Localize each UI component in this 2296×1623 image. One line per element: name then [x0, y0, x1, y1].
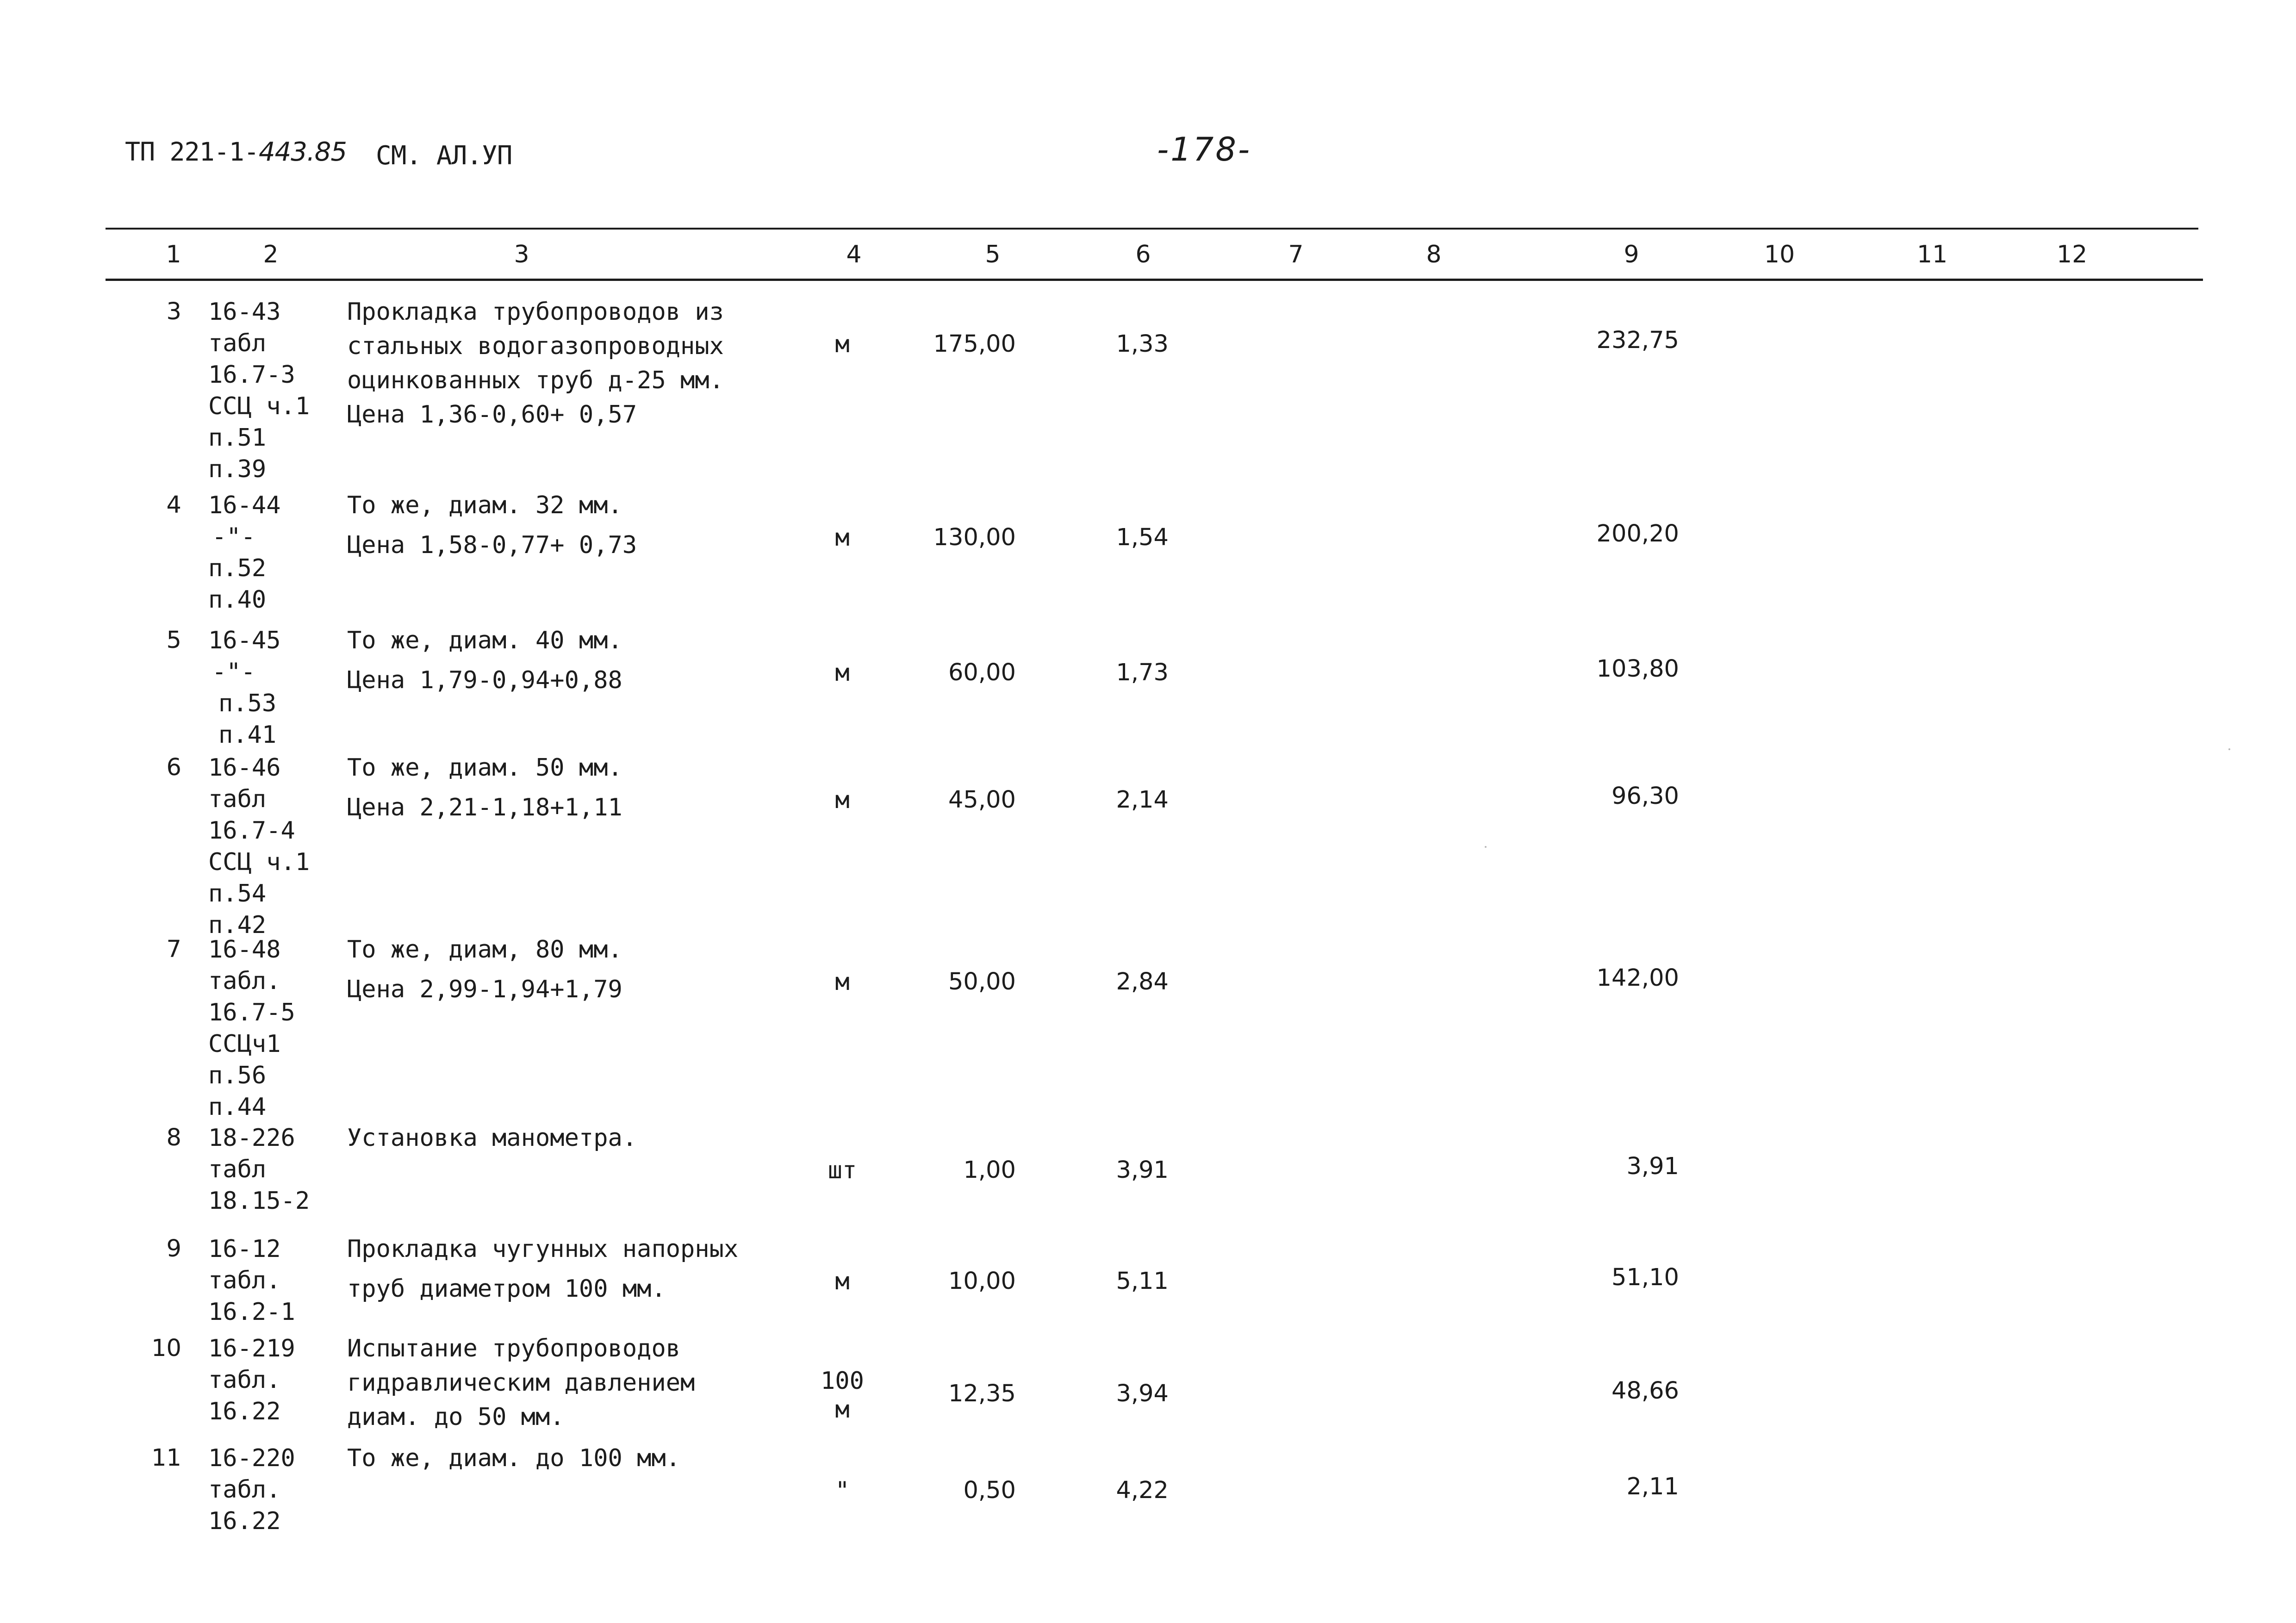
- norm-code-line: табл.: [208, 1476, 281, 1504]
- unit-price: 2,14: [1116, 786, 1169, 814]
- norm-code-line: табл: [208, 330, 267, 357]
- scan-speck: [2228, 748, 2230, 750]
- unit-price: 2,84: [1116, 968, 1169, 995]
- column-header-5: 5: [985, 241, 1001, 268]
- column-header-12: 12: [2056, 241, 2088, 268]
- norm-code-line: 16-45: [208, 627, 281, 654]
- norm-code-line: табл.: [208, 967, 281, 995]
- norm-code-line: п.51: [208, 424, 267, 452]
- norm-code-line: 16-46: [208, 754, 281, 782]
- description-line: То же, диам, 80 мм.: [347, 936, 622, 964]
- norm-code-line: п.56: [208, 1062, 267, 1089]
- description-line: Цена 2,99-1,94+1,79: [347, 976, 622, 1003]
- total-cost: 200,20: [1596, 520, 1679, 547]
- scan-speck: [1485, 846, 1487, 848]
- row-number: 11: [151, 1444, 181, 1472]
- description-line: Цена 1,58-0,77+ 0,73: [347, 531, 637, 559]
- quantity: 10,00: [948, 1268, 1016, 1295]
- norm-code-line: табл.: [208, 1366, 281, 1394]
- unit-of-measure: м: [835, 1396, 850, 1424]
- row-number: 5: [166, 627, 181, 654]
- unit-price: 3,91: [1116, 1157, 1169, 1184]
- norm-code-line: п.39: [208, 455, 267, 483]
- norm-code-line: п.40: [208, 586, 267, 614]
- norm-code-line: п.53: [218, 690, 277, 717]
- column-header-10: 10: [1764, 241, 1795, 268]
- column-header-1: 1: [166, 241, 181, 268]
- norm-code-line: 16.7-3: [208, 361, 295, 389]
- norm-code-line: 16-44: [208, 491, 281, 519]
- norm-code-line: -"-: [212, 658, 255, 686]
- norm-code-line: 18-226: [208, 1124, 295, 1152]
- norm-code-line: табл: [208, 1156, 267, 1183]
- unit-of-measure: шт: [828, 1157, 857, 1184]
- description-line: Прокладка чугунных напорных: [347, 1235, 739, 1263]
- norm-code-line: ССЦ ч.1: [208, 392, 310, 420]
- norm-code-line: 16-219: [208, 1335, 295, 1362]
- quantity: 175,00: [933, 330, 1016, 358]
- description-line: То же, диам. 50 мм.: [347, 754, 622, 782]
- unit-of-measure: м: [835, 659, 850, 687]
- column-header-11: 11: [1916, 241, 1948, 268]
- total-cost: 103,80: [1596, 655, 1679, 683]
- unit-of-measure: м: [835, 786, 850, 814]
- norm-code-line: п.42: [208, 911, 267, 939]
- norm-code-line: ССЦ ч.1: [208, 848, 310, 876]
- norm-code-line: 16.2-1: [208, 1298, 295, 1326]
- quantity: 45,00: [948, 786, 1016, 814]
- row-number: 7: [166, 936, 181, 963]
- norm-code-line: 16-220: [208, 1444, 295, 1472]
- description-line: Установка манометра.: [347, 1124, 637, 1152]
- unit-price: 4,22: [1116, 1477, 1169, 1504]
- unit-of-measure: м: [835, 330, 850, 358]
- total-cost: 2,11: [1626, 1473, 1679, 1500]
- document-code-handwritten: 443.85: [259, 137, 347, 167]
- total-cost: 51,10: [1611, 1264, 1679, 1291]
- norm-code-line: ССЦч1: [208, 1030, 281, 1058]
- description-line: стальных водогазопроводных: [347, 332, 724, 360]
- unit-of-measure: ": [835, 1477, 850, 1505]
- total-cost: 232,75: [1596, 327, 1679, 354]
- norm-code-line: 16-12: [208, 1235, 281, 1263]
- description-line: оцинкованных труб д-25 мм.: [347, 367, 724, 394]
- description-line: То же, диам. 32 мм.: [347, 491, 622, 519]
- norm-code-line: -"-: [212, 523, 255, 551]
- unit-price: 1,54: [1116, 524, 1169, 551]
- column-header-2: 2: [263, 241, 279, 268]
- row-number: 3: [166, 298, 181, 325]
- unit-of-measure: м: [835, 968, 850, 996]
- norm-code-line: 16.22: [208, 1398, 281, 1425]
- unit-of-measure: м: [835, 524, 850, 552]
- unit-price: 5,11: [1116, 1268, 1169, 1295]
- table-top-rule: [106, 228, 2198, 230]
- unit-of-measure: 100: [821, 1367, 864, 1395]
- quantity: 1,00: [963, 1157, 1016, 1184]
- sheet-reference: СМ. АЛ.УП: [376, 141, 512, 171]
- norm-code-line: 16.7-5: [208, 999, 295, 1026]
- unit-of-measure: м: [835, 1268, 850, 1295]
- quantity: 60,00: [948, 659, 1016, 686]
- quantity: 50,00: [948, 968, 1016, 995]
- total-cost: 48,66: [1611, 1377, 1679, 1405]
- table-header-rule: [106, 279, 2203, 281]
- row-number: 8: [166, 1124, 181, 1151]
- quantity: 0,50: [963, 1477, 1016, 1504]
- norm-code-line: п.52: [208, 554, 267, 582]
- unit-price: 3,94: [1116, 1380, 1169, 1407]
- row-number: 10: [151, 1335, 181, 1362]
- column-header-7: 7: [1288, 241, 1304, 268]
- column-header-6: 6: [1135, 241, 1151, 268]
- document-code: [125, 137, 347, 167]
- column-header-8: 8: [1426, 241, 1442, 268]
- description-line: труб диаметром 100 мм.: [347, 1275, 666, 1303]
- total-cost: 3,91: [1626, 1153, 1679, 1180]
- column-header-4: 4: [846, 241, 862, 268]
- description-line: Испытание трубопроводов: [347, 1335, 681, 1362]
- description-line: Цена 2,21-1,18+1,11: [347, 794, 622, 821]
- norm-code-line: 18.15-2: [208, 1187, 310, 1215]
- quantity: 12,35: [948, 1380, 1016, 1407]
- description-line: Прокладка трубопроводов из: [347, 298, 724, 326]
- norm-code-line: 16-48: [208, 936, 281, 964]
- column-header-3: 3: [514, 241, 529, 268]
- norm-code-line: табл: [208, 785, 267, 813]
- description-line: То же, диам. до 100 мм.: [347, 1444, 681, 1472]
- norm-code-line: п.41: [218, 721, 277, 749]
- page-number: -178-: [1157, 131, 1252, 168]
- norm-code-line: табл.: [208, 1267, 281, 1294]
- row-number: 4: [166, 491, 181, 519]
- norm-code-line: 16.7-4: [208, 817, 295, 845]
- description-line: Цена 1,36-0,60+ 0,57: [347, 401, 637, 429]
- unit-price: 1,73: [1116, 659, 1169, 686]
- description-line: диам. до 50 мм.: [347, 1403, 565, 1431]
- total-cost: 142,00: [1596, 964, 1679, 992]
- description-line: Цена 1,79-0,94+0,88: [347, 666, 622, 694]
- norm-code-line: 16.22: [208, 1507, 281, 1535]
- description-line: гидравлическим давлением: [347, 1369, 695, 1397]
- document-code-printed: ТП 221-1-: [125, 137, 259, 167]
- unit-price: 1,33: [1116, 330, 1169, 358]
- row-number: 9: [166, 1235, 181, 1262]
- norm-code-line: 16-43: [208, 298, 281, 326]
- row-number: 6: [166, 754, 181, 781]
- quantity: 130,00: [933, 524, 1016, 551]
- description-line: То же, диам. 40 мм.: [347, 627, 622, 654]
- norm-code-line: п.44: [208, 1093, 267, 1121]
- total-cost: 96,30: [1611, 783, 1679, 810]
- column-header-9: 9: [1624, 241, 1639, 268]
- norm-code-line: п.54: [208, 880, 267, 908]
